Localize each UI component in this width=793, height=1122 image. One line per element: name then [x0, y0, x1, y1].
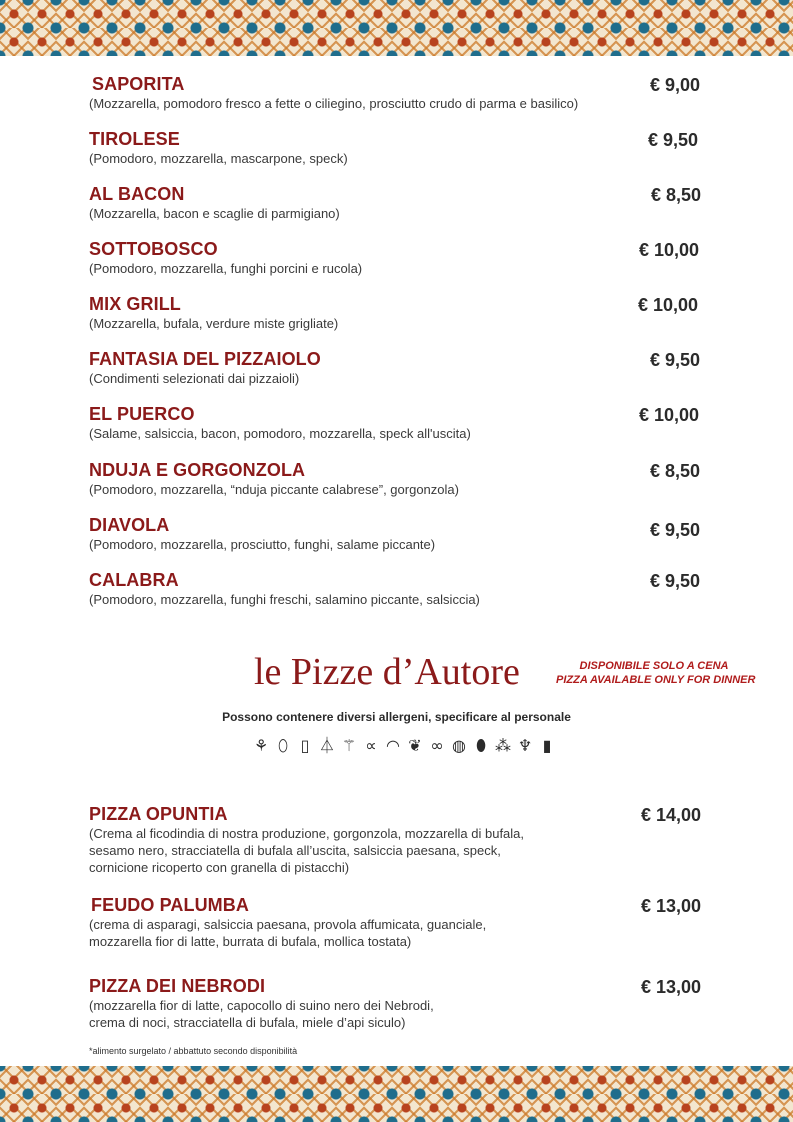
item-price: € 10,00 [638, 295, 699, 315]
allergen-icon-row [252, 732, 556, 760]
fish-icon: ∝ [365, 736, 377, 755]
cereal-icon: ⚘ [253, 736, 269, 755]
item-description-line: mozzarella fior di latte, burrata di bufala, mollica tostata) [89, 934, 412, 949]
item-price: € 9,50 [650, 350, 701, 370]
menu-item-saporita [89, 74, 709, 112]
shell-icon: ◠ [386, 736, 400, 755]
item-name: EL PUERCO [89, 404, 195, 424]
menu-item-al-bacon [89, 184, 709, 222]
item-price: € 9,50 [650, 520, 701, 540]
item-description: (Pomodoro, mozzarella, “nduja piccante calabrese”, gorgonzola) [89, 482, 459, 497]
item-name: NDUJA E GORGONZOLA [89, 460, 306, 480]
item-description-line: cornicione ricoperto con granella di pistacchi) [89, 860, 350, 875]
menu-item-feudo-palumba [89, 895, 709, 950]
item-name: PIZZA OPUNTIA [89, 804, 228, 824]
section-title: le Pizze d’Autore [254, 651, 520, 693]
item-description-line: (crema di asparagi, salsiccia paesana, provola affumicata, guanciale, [89, 917, 487, 932]
item-name: TIROLESE [89, 129, 180, 149]
menu-item-pizza-dei-nebrodi [89, 976, 709, 1031]
item-description: (Pomodoro, mozzarella, mascarpone, speck) [89, 151, 348, 166]
nut-icon: ⬮ [475, 736, 487, 755]
menu-item-pizza-opuntia [89, 804, 709, 876]
crustacean-icon: ⚚ [341, 736, 357, 755]
item-price: € 9,50 [648, 130, 699, 150]
item-description-line: crema di noci, stracciatella di bufala, miele d’api siculo) [89, 1015, 406, 1030]
item-description-line: (Crema al ficodindia di nostra produzione, gorgonzola, mozzarella di bufala, [89, 826, 525, 841]
item-description-line: sesamo nero, stracciatella di bufala all’uscita, salsiccia paesana, speck, [89, 843, 501, 858]
item-name: CALABRA [89, 570, 179, 590]
decorative-tile-border-top [0, 0, 793, 56]
item-name: FEUDO PALUMBA [91, 895, 249, 915]
menu-item-sottobosco [89, 239, 709, 277]
item-description: (Salame, salsiccia, bacon, pomodoro, mozzarella, speck all'uscita) [89, 426, 471, 441]
item-price: € 10,00 [639, 240, 700, 260]
egg-icon: ⬯ [277, 736, 289, 755]
item-price: € 8,50 [651, 185, 702, 205]
sesame-icon: ⁂ [495, 736, 511, 755]
menu-item-el-puerco [89, 404, 709, 442]
mollusc-icon: ◍ [452, 736, 466, 755]
item-description: (Pomodoro, mozzarella, funghi porcini e rucola) [89, 261, 363, 276]
item-description: (Mozzarella, pomodoro fresco a fette o ciliegino, prosciutto crudo di parma e basilico) [89, 96, 579, 111]
milk-icon: ▯ [300, 736, 310, 755]
item-description: (Mozzarella, bacon e scaglie di parmigiano) [89, 206, 340, 221]
item-price: € 10,00 [639, 405, 700, 425]
celery-icon: ❦ [408, 736, 422, 755]
item-description: (Condimenti selezionati dai pizzaioli) [89, 371, 300, 386]
dinner-only-note [556, 659, 756, 687]
menu-item-tirolese [89, 129, 709, 167]
peanut-icon: ∞ [430, 736, 444, 755]
item-description: (Mozzarella, bufala, verdure miste grigliate) [89, 316, 339, 331]
allergen-note: Possono contenere diversi allergeni, specificare al personale [222, 710, 571, 724]
item-price: € 9,00 [650, 75, 701, 95]
menu-item-mix-grill [89, 294, 709, 332]
frozen-food-footnote: *alimento surgelato / abbattuto secondo disponibilità [89, 1046, 298, 1056]
item-price: € 14,00 [641, 805, 702, 825]
item-price: € 9,50 [650, 571, 701, 591]
item-description: (Pomodoro, mozzarella, funghi freschi, salamino piccante, salsiccia) [89, 592, 480, 607]
item-name: FANTASIA DEL PIZZAIOLO [89, 349, 321, 369]
item-price: € 13,00 [641, 977, 702, 997]
menu-item-calabra [89, 570, 709, 608]
bottle-icon: ▮ [542, 736, 552, 755]
item-description-line: (mozzarella fior di latte, capocollo di suino nero dei Nebrodi, [89, 998, 434, 1013]
item-name: SAPORITA [92, 74, 185, 94]
item-name: PIZZA DEI NEBRODI [89, 976, 266, 996]
menu-item-nduja-e-gorgonzola [89, 460, 709, 498]
item-price: € 13,00 [641, 896, 702, 916]
item-description: (Pomodoro, mozzarella, prosciutto, funghi, salame piccante) [89, 537, 436, 552]
item-name: SOTTOBOSCO [89, 239, 218, 259]
menu-item-diavola [89, 515, 709, 553]
item-price: € 8,50 [650, 461, 701, 481]
item-name: MIX GRILL [89, 294, 181, 314]
item-name: DIAVOLA [89, 515, 170, 535]
dinner-note-italian: DISPONIBILE SOLO A CENA [579, 660, 729, 672]
mustard-icon: ♆ [517, 736, 533, 755]
chemistry-icon: ⏃ [318, 736, 335, 755]
item-name: AL BACON [89, 184, 185, 204]
dinner-note-english: PIZZA AVAILABLE ONLY FOR DINNER [556, 674, 756, 686]
decorative-tile-border-bottom [0, 1066, 793, 1122]
menu-item-fantasia-del-pizzaiolo [89, 349, 709, 387]
